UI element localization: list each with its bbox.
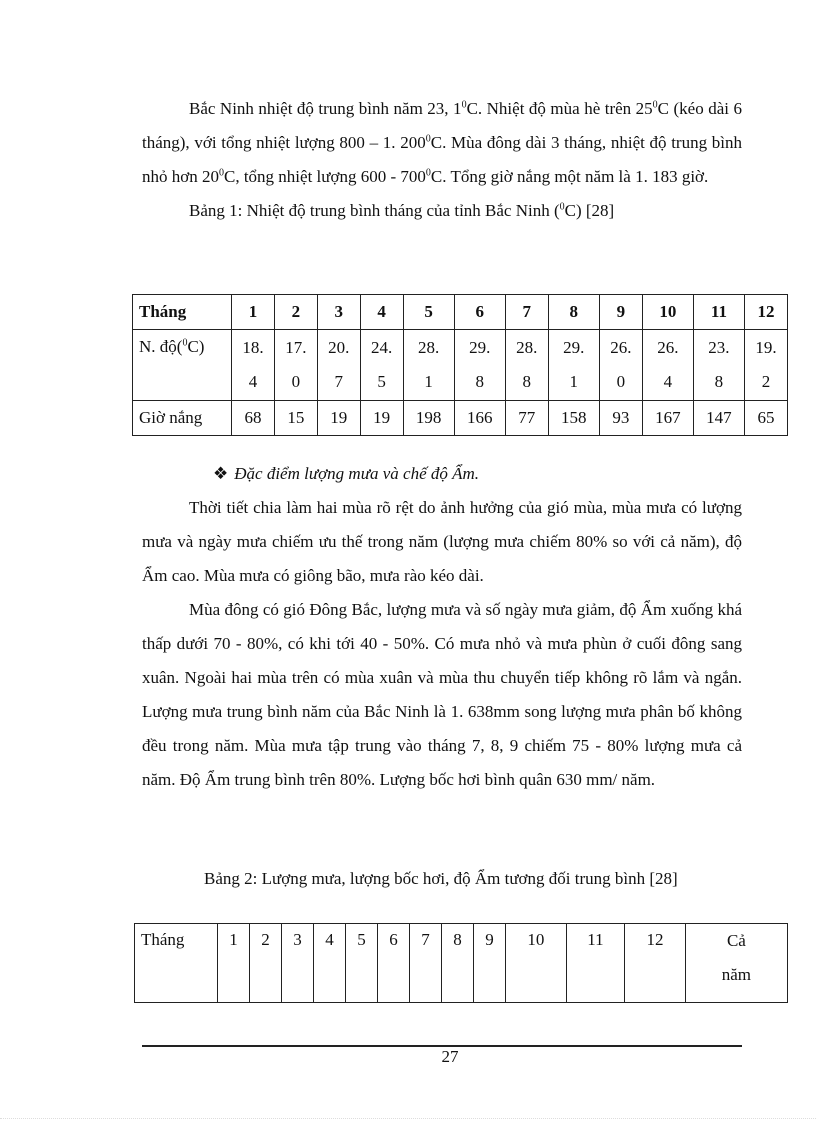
table1-month: 1 (232, 295, 275, 330)
table1-sun-cell: 68 (232, 401, 275, 436)
table2-header-label: Tháng (135, 924, 218, 1003)
table2-month: 10 (506, 924, 567, 1003)
table2-month: 11 (566, 924, 625, 1003)
table2-month: 2 (250, 924, 282, 1003)
table1-month: 12 (744, 295, 787, 330)
table1-temp-cell: 26. 4 (642, 330, 693, 401)
table1-month: 9 (599, 295, 642, 330)
temperature-table (132, 294, 788, 436)
body-text-top (142, 92, 742, 228)
table1-month: 10 (642, 295, 693, 330)
table2-month: 12 (625, 924, 686, 1003)
table1-caption: Bảng 1: Nhiệt độ trung bình tháng của tỉnh Bắc Ninh ($^0$C) [28] (189, 201, 615, 220)
diamond-bullet-icon: ❖ (213, 464, 229, 483)
table1-header-row (133, 295, 788, 330)
table1-sun-cell: 166 (454, 401, 505, 436)
table1-sun-cell: 93 (599, 401, 642, 436)
table1-temperature-row (133, 330, 788, 401)
table2-month: 5 (346, 924, 378, 1003)
paragraph-winter-season: Mùa đông có gió Đông Bắc, lượng mưa và số ngày mưa giảm, độ Ẩm xuống khá thấp dưới 70 - 80%, có khi tới 40 - 50%. Có mưa nhỏ và mưa phùn ở cuối đông sang xuân. Ngoài hai mùa trên có mùa xuân và mùa thu chuyển tiếp không rõ lắm và ngắn. Lượng mưa trung bình năm của Bắc Ninh là 1. 638mm song lượng mưa phân bố không đều trong năm. Mùa mưa tập trung vào tháng 7, 8, 9 chiếm 75 - 80% lượng mưa cả năm. Độ Ẩm trung bình trên 80%. Lượng bốc hơi bình quân 630 mm/ năm. (142, 600, 742, 789)
table1-month: 11 (693, 295, 744, 330)
table1-sun-cell: 65 (744, 401, 787, 436)
table1-sun-cell: 19 (360, 401, 403, 436)
table2-caption: Bảng 2: Lượng mưa, lượng bốc hơi, độ Ẩm tương đối trung bình [28] (204, 869, 678, 888)
table1-temp-cell: 24. 5 (360, 330, 403, 401)
table2-month: 9 (474, 924, 506, 1003)
rainfall-table (134, 923, 788, 1003)
table2-header-row (135, 924, 788, 1003)
table2-month: 1 (218, 924, 250, 1003)
table1-month: 6 (454, 295, 505, 330)
table1-sun-cell: 147 (693, 401, 744, 436)
table1-temp-cell: 17. 0 (274, 330, 317, 401)
table1-header-label: Tháng (133, 295, 232, 330)
table1-temp-cell: 28. 8 (505, 330, 548, 401)
table1-temp-cell: 19. 2 (744, 330, 787, 401)
table1-month: 2 (274, 295, 317, 330)
table1-month: 3 (317, 295, 360, 330)
table1-temp-cell: 29. 1 (548, 330, 599, 401)
table1-sun-cell: 167 (642, 401, 693, 436)
table2-month: 3 (282, 924, 314, 1003)
table1-temp-cell: 18. 4 (232, 330, 275, 401)
table1-month: 5 (403, 295, 454, 330)
table1-sun-cell: 198 (403, 401, 454, 436)
table1-temp-cell: 26. 0 (599, 330, 642, 401)
table2-month: 7 (410, 924, 442, 1003)
paragraph-rainy-season: Thời tiết chia làm hai mùa rõ rệt do ảnh hưởng của gió mùa, mùa mưa có lượng mưa và ngày mưa chiếm ưu thế trong năm (lượng mưa chiếm 80% so với cả năm), độ Ẩm cao. Mùa mưa có giông bão, mưa rào kéo dài. (142, 498, 742, 585)
table1-month: 7 (505, 295, 548, 330)
page-number: 27 (441, 1047, 459, 1066)
table1-sun-cell: 158 (548, 401, 599, 436)
table1-sun-cell: 15 (274, 401, 317, 436)
table1-month: 4 (360, 295, 403, 330)
table1-sun-cell: 19 (317, 401, 360, 436)
table1-temp-cell: 29. 8 (454, 330, 505, 401)
table1-temp-cell: 23. 8 (693, 330, 744, 401)
table1-sun-cell: 77 (505, 401, 548, 436)
table1-sunshine-label: Giờ nắng (133, 401, 232, 436)
table1-temp-cell: 20. 7 (317, 330, 360, 401)
table1-temperature-label: N. độ($^0$C) (133, 330, 232, 401)
table2-month: 8 (442, 924, 474, 1003)
page-bottom-border (0, 1118, 816, 1119)
body-text-middle (142, 457, 742, 797)
table2-whole-year: Cả năm (685, 924, 787, 1003)
table1-temp-cell: 28. 1 (403, 330, 454, 401)
bullet-heading-rainfall: ❖ Đặc điểm lượng mưa và chế độ Ẩm. (213, 464, 480, 483)
table2-month: 6 (378, 924, 410, 1003)
table2-month: 4 (314, 924, 346, 1003)
table1-month: 8 (548, 295, 599, 330)
table1-sunshine-row (133, 401, 788, 436)
paragraph-climate-temperature: Bắc Ninh nhiệt độ trung bình năm 23, $1^0C$. Nhiệt độ mùa hè trên $25^0C$ (kéo dài 6 tháng), với tổng nhiệt lượng 800 – 1. $200^0C$. Mùa đông dài 3 tháng, nhiệt độ trung bình nhỏ hơn $20^0C$, tổng nhiệt lượng $600 - 700^0C$. Tổng giờ nắng một năm là 1. 183 giờ. (142, 99, 742, 186)
